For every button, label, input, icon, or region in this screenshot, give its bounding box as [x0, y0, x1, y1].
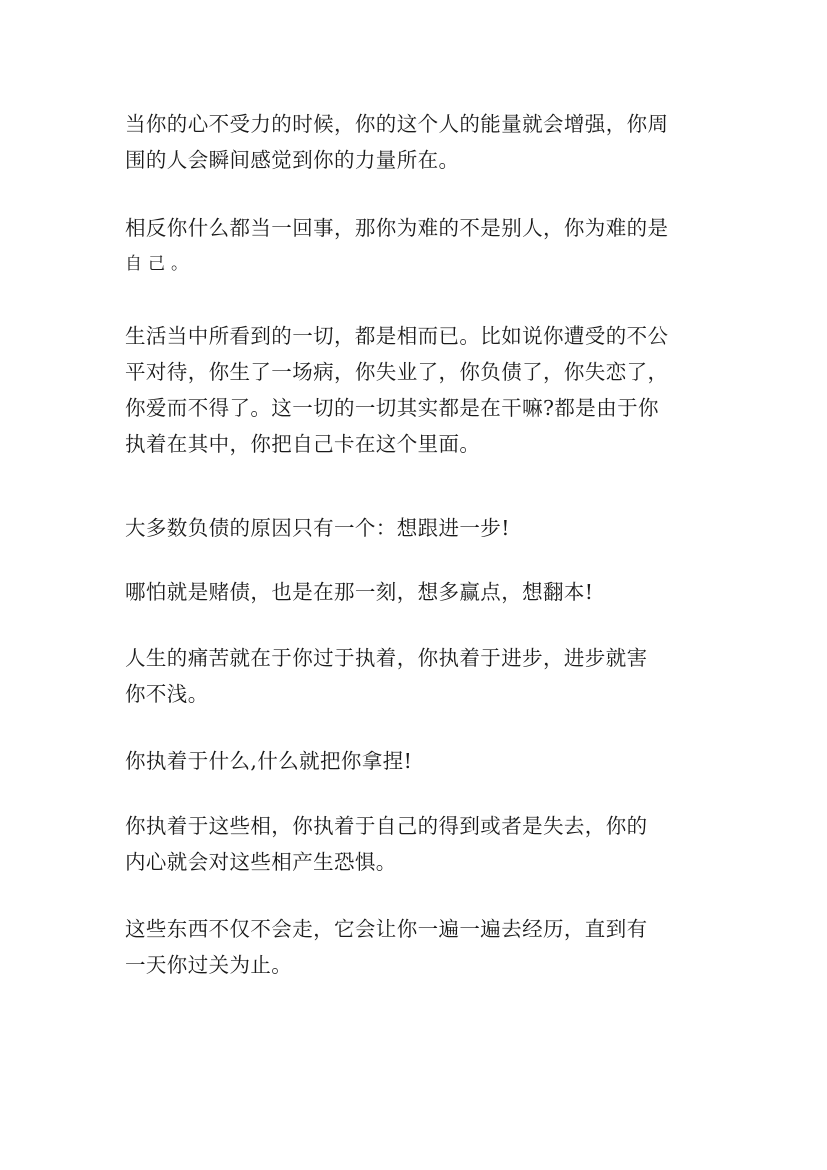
- paragraph-8: [125, 808, 705, 880]
- paragraph-line: 一天你过关为止。: [125, 953, 293, 977]
- paragraph-line: 平对待，你生了一场病，你失业了，你负债了，你失恋了，: [125, 360, 669, 384]
- paragraph-line: 执着在其中，你把自己卡在这个里面。: [125, 432, 481, 456]
- paragraph-line: 你执着于什么,什么就把你拿捏!: [125, 749, 413, 773]
- paragraph-line: 内心就会对这些相产生恐惧。: [125, 850, 397, 874]
- paragraph-line: 大多数负债的原因只有一个：想跟进一步!: [125, 516, 510, 540]
- paragraph-line: 自己。: [125, 254, 194, 274]
- paragraph-line: 相反你什么都当一回事，那你为难的不是别人，你为难的是: [125, 216, 669, 240]
- paragraph-line: 这些东西不仅不会走，它会让你一遍一遍去经历，直到有: [125, 917, 648, 941]
- paragraph-line: 你执着于这些相，你执着于自己的得到或者是失去，你的: [125, 814, 648, 838]
- paragraph-4: [125, 510, 705, 546]
- paragraph-line: 当你的心不受力的时候，你的这个人的能量就会增强，你周: [125, 112, 669, 136]
- paragraph-line: 人生的痛苦就在于你过于执着，你执着于进步，进步就害: [125, 646, 648, 670]
- paragraph-line: 你爱而不得了。这一切的一切其实都是在干嘛?都是由于你: [125, 396, 659, 420]
- paragraph-line: 围的人会瞬间感觉到你的力量所在。: [125, 148, 460, 172]
- paragraph-line: 生活当中所看到的一切，都是相而已。比如说你遭受的不公: [125, 324, 669, 348]
- paragraph-line: 你不浅。: [125, 682, 209, 706]
- paragraph-line: 哪怕就是赌债，也是在那一刻，想多赢点，想翻本!: [125, 580, 594, 604]
- paragraph-1: [125, 106, 705, 178]
- paragraph-9: [125, 911, 705, 983]
- paragraph-5: [125, 574, 705, 610]
- paragraph-2: [125, 210, 705, 282]
- paragraph-6: [125, 640, 705, 712]
- paragraph-7: [125, 743, 705, 779]
- paragraph-3: [125, 318, 705, 462]
